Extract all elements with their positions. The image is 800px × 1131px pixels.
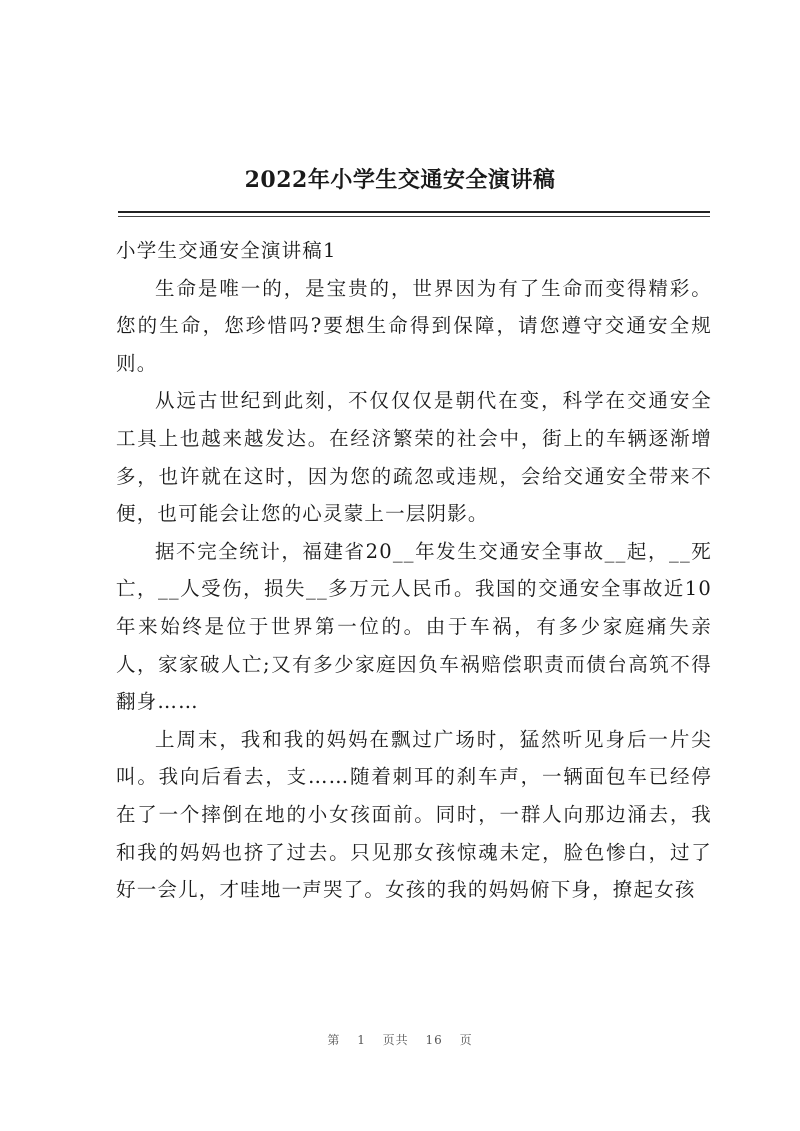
- paragraph-4: 上周末，我和我的妈妈在飘过广场时，猛然听见身后一片尖叫。我向后看去，支……随着刺耳的刹车声，一辆面包车已经停在了一个摔倒在地的小女孩面前。同时，一群人向那边涌去，我和我的妈妈也挤了过去。只见那女孩惊魂未定，脸色惨白，过了好一会儿，才哇地一声哭了。女孩的我的妈妈俯下身，撩起女孩: [116, 727, 712, 902]
- paragraph-2: 从远古世纪到此刻，不仅仅仅是朝代在变，科学在交通安全工具上也越来越发达。在经济繁荣的社会中，街上的车辆逐渐增多，也许就在这时，因为您的疏忽或违规，会给交通安全带来不便，也可能会让您的心灵蒙上一层阴影。: [116, 389, 712, 526]
- section-heading: 小学生交通安全演讲稿1: [116, 239, 337, 262]
- footer-label-page: 第: [327, 1033, 341, 1047]
- footer-label-of: 页共: [382, 1033, 409, 1047]
- document-title: 2022年小学生交通安全演讲稿: [244, 167, 556, 193]
- footer-label-pages: 页: [459, 1033, 473, 1047]
- page-footer: [0, 1031, 800, 1048]
- document-body: [116, 232, 712, 909]
- paragraph-3: 据不完全统计，福建省20__年发生交通安全事故__起，__死亡，__人受伤，损失__多万元人民币。我国的交通安全事故近10年来始终是位于世界第一位的。由于车祸，有多少家庭痛失亲人，家家破人亡;又有多少家庭因负车祸赔偿职责而债台高筑不得翻身……: [116, 539, 712, 714]
- title-divider: [118, 211, 710, 213]
- paragraph-1: 生命是唯一的，是宝贵的，世界因为有了生命而变得精彩。您的生命，您珍惜吗?要想生命得到保障，请您遵守交通安全规则。: [116, 276, 712, 375]
- footer-page-number: 1: [357, 1033, 366, 1047]
- title-divider-thin: [118, 216, 710, 217]
- footer-total-pages: 16: [425, 1033, 443, 1047]
